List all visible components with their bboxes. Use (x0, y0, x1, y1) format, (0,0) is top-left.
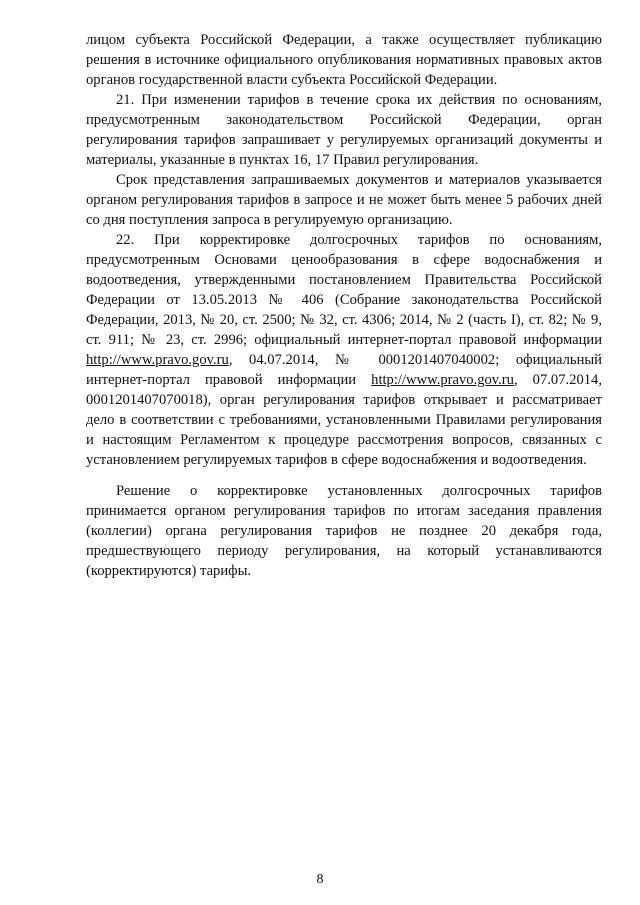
item-22-text-part2: , 04.07.2014, № 0001201407040002; официальный интернет-портал правовой информации (86, 352, 602, 388)
paragraph-decision: Решение о корректировке установленных долгосрочных тарифов принимается органом регулирования тарифов по итогам заседания правления (коллегии) органа регулирования тарифов не позднее 20 декабря года, предшествующего периоду регулирования, на который устанавливаются (корректируются) тарифы. (86, 483, 602, 579)
paragraph-continuation: лицом субъекта Российской Федерации, а также осуществляет публикацию решения в источнике официального опубликования нормативных правовых актов органов государственной власти субъекта Российской Федерации. (86, 32, 602, 88)
item-22-text-part3: , 07.07.2014, 0001201407070018), орган регулирования тарифов открывает и рассматривает дело в соответствии с требованиями, установленными Правилами регулирования и настоящим Регламентом к процедуре рассмотрения вопросов, связанных с установлением регулируемых тарифов в сфере водоснабжения и водоотведения. (86, 372, 602, 468)
page-number: 8 (316, 872, 324, 887)
paragraph-item-21: 21. При изменении тарифов в течение срока их действия по основаниям, предусмотренным законодательством Российской Федерации, орган регулирования тарифов запрашивает у регулируемых организаций документы и материалы, указанные в пунктах 16, 17 Правил регулирования. (86, 92, 602, 168)
paragraph-item-22 (86, 230, 602, 470)
item-22-text-part1: 22. При корректировке долгосрочных тарифов по основаниям, предусмотренным Основами ценообразования в сфере водоснабжения и водоотведения, утвержденными постановлением Правительства Российской Федерации от 13.05.2013 № 406 (Собрание законодательства Российской Федерации, 2013, № 20, ст. 2500; № 32, ст. 4306; 2014, № 2 (часть I), ст. 82; № 9, ст. 911; № 23, ст. 2996; официальный интернет-портал правовой информации (86, 232, 602, 348)
document-body (86, 30, 602, 581)
pravo-link-1[interactable]: http://www.pravo.gov.ru (86, 352, 229, 368)
pravo-link-2[interactable]: http://www.pravo.gov.ru (371, 372, 514, 388)
paragraph-deadline: Срок представления запрашиваемых документов и материалов указывается органом регулирования тарифов в запросе и не может быть менее 5 рабочих дней со дня поступления запроса в регулируемую организацию. (86, 172, 602, 228)
